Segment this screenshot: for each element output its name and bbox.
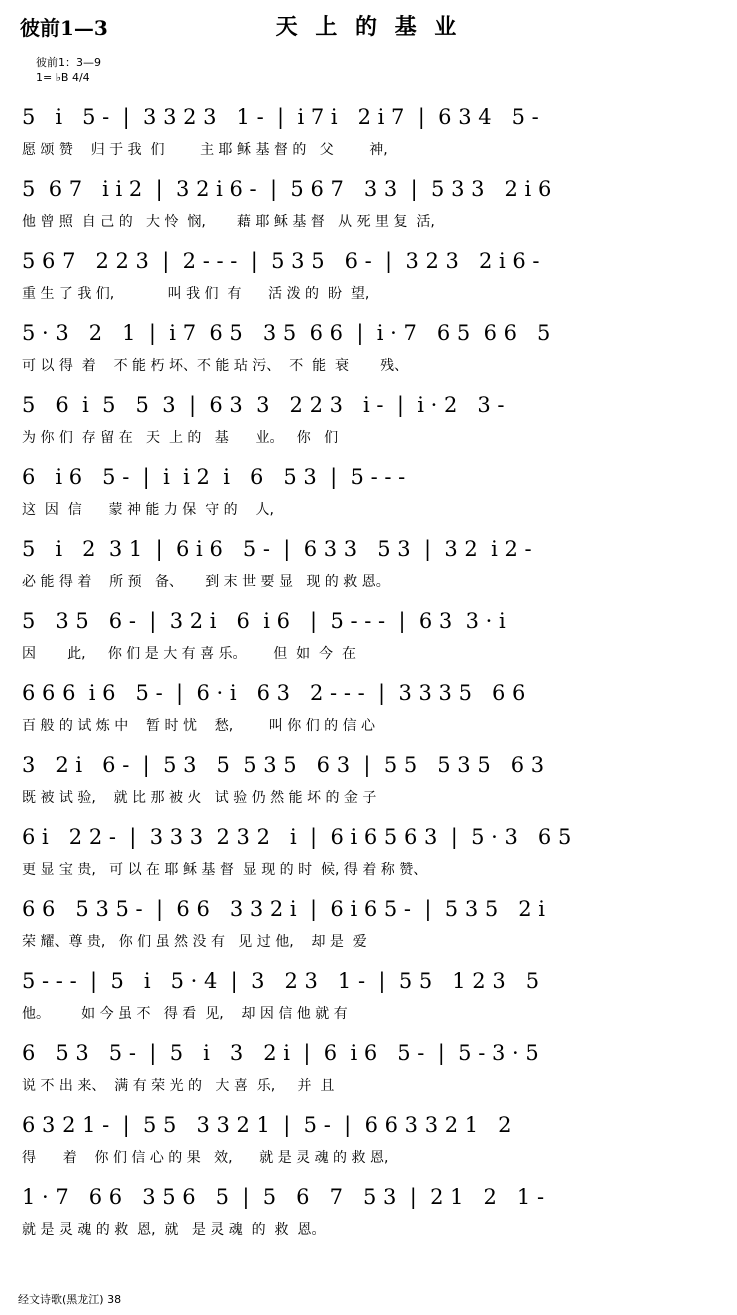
lyrics-line: 既 被 试 验, 就 比 那 被 火 试 验 仍 然 能 坏 的 金 子: [22, 790, 377, 806]
notation-line: 5 6 7 i i 2 | 3 2 i 6 - | 5 6 7 3 3 | 5 3 3 2 i 6: [22, 177, 552, 201]
notation-line: 5 3 5 6 - | 3 2 i 6 i 6 | 5 - - - | 6 3 3 · i: [22, 609, 506, 633]
music-system: [14, 314, 723, 380]
key-and-time-signature: 1= ♭B 4/4: [36, 70, 90, 84]
lyrics-line: 他。 如 今 虽 不 得 看 见, 却 因 信 他 就 有: [22, 1006, 348, 1022]
lyrics-line: 愿 颂 赞 归 于 我 们 主 耶 稣 基 督 的 父 神,: [22, 142, 388, 158]
notation-line: 1 · 7 6 6 3 5 6 5 | 5 6 7 5 3 | 2 1 2 1 -: [22, 1185, 545, 1209]
lyrics-line: 必 能 得 着 所 预 备、 到 末 世 要 显 现 的 救 恩。: [22, 574, 390, 590]
lyrics-line: 更 显 宝 贵, 可 以 在 耶 稣 基 督 显 现 的 时 候, 得 着 称 赞、: [22, 862, 428, 878]
notation-line: 5 · 3 2 1 | i 7 6 5 3 5 6 6 | i · 7 6 5 6 6 5: [22, 321, 551, 345]
music-system: [14, 746, 723, 812]
scripture-reference: 彼前1—3: [20, 16, 108, 40]
lyrics-line: 为 你 们 存 留 在 天 上 的 基 业。 你 们: [22, 430, 339, 446]
music-system: [14, 1106, 723, 1172]
music-system: [14, 242, 723, 308]
music-system: [14, 530, 723, 596]
notation-line: 6 i 2 2 - | 3 3 3 2 3 2 i | 6 i 6 5 6 3 | 5 · 3 6 5: [22, 825, 572, 849]
notation-line: 6 6 6 i 6 5 - | 6 · i 6 3 2 - - - | 3 3 3 5 6 6: [22, 681, 526, 705]
music-system: [14, 602, 723, 668]
notation-line: 3 2 i 6 - | 5 3 5 5 3 5 6 3 | 5 5 5 3 5 6 3: [22, 753, 545, 777]
lyrics-line: 说 不 出 来、 满 有 荣 光 的 大 喜 乐, 并 且: [22, 1078, 335, 1094]
page-title: 天 上 的 基 业: [275, 14, 462, 40]
music-system: [14, 674, 723, 740]
notation-line: 6 i 6 5 - | i i 2 i 6 5 3 | 5 - - -: [22, 465, 406, 489]
lyrics-line: 他 曾 照 自 己 的 大 怜 悯, 藉 耶 稣 基 督 从 死 里 复 活,: [22, 214, 435, 230]
notation-line: 5 6 i 5 5 3 | 6 3 3 2 2 3 i - | i · 2 3 -: [22, 393, 505, 417]
music-system: [14, 1034, 723, 1100]
notation-line: 5 i 2 3 1 | 6 i 6 5 - | 6 3 3 5 3 | 3 2 i 2 -: [22, 537, 532, 561]
music-system: [14, 890, 723, 956]
lyrics-line: 得 着 你 们 信 心 的 果 效, 就 是 灵 魂 的 救 恩,: [22, 1150, 389, 1166]
notation-line: 5 - - - | 5 i 5 · 4 | 3 2 3 1 - | 5 5 1 2 3 5: [22, 969, 540, 993]
page-header: [14, 0, 723, 56]
music-system: [14, 818, 723, 884]
lyrics-line: 可 以 得 着 不 能 朽 坏、不 能 玷 污、 不 能 衰 残、: [22, 358, 409, 374]
lyrics-line: 就 是 灵 魂 的 救 恩, 就 是 灵 魂 的 救 恩。: [22, 1222, 326, 1238]
lyrics-line: 这 因 信 蒙 神 能 力 保 守 的 人,: [22, 502, 274, 518]
music-system: [14, 98, 723, 164]
source-reference: 彼前1：3—9: [36, 56, 101, 69]
notation-line: 6 3 2 1 - | 5 5 3 3 2 1 | 5 - | 6 6 3 3 2 1 2: [22, 1113, 512, 1137]
music-system: [14, 386, 723, 452]
footer-credit: 经文诗歌(黑龙江) 38: [18, 1293, 122, 1306]
score-meta: [36, 56, 723, 98]
notation-line: 5 6 7 2 2 3 | 2 - - - | 5 3 5 6 - | 3 2 3 2 i 6 -: [22, 249, 540, 273]
music-system: [14, 1178, 723, 1244]
lyrics-line: 荣 耀、尊 贵, 你 们 虽 然 没 有 见 过 他, 却 是 爱: [22, 934, 367, 950]
music-system: [14, 170, 723, 236]
music-system: [14, 962, 723, 1028]
music-systems: [14, 98, 723, 1244]
lyrics-line: 重 生 了 我 们, 叫 我 们 有 活 泼 的 盼 望,: [22, 286, 370, 302]
lyrics-line: 百 般 的 试 炼 中 暂 时 忧 愁, 叫 你 们 的 信 心: [22, 718, 376, 734]
notation-line: 6 5 3 5 - | 5 i 3 2 i | 6 i 6 5 - | 5 - 3 · 5: [22, 1041, 539, 1065]
notation-line: 5 i 5 - | 3 3 2 3 1 - | i 7 i 2 i 7 | 6 3 4 5 -: [22, 105, 539, 129]
music-system: [14, 458, 723, 524]
lyrics-line: 因 此, 你 们 是 大 有 喜 乐。 但 如 今 在: [22, 646, 356, 662]
notation-line: 6 6 5 3 5 - | 6 6 3 3 2 i | 6 i 6 5 - | 5 3 5 2 i: [22, 897, 546, 921]
